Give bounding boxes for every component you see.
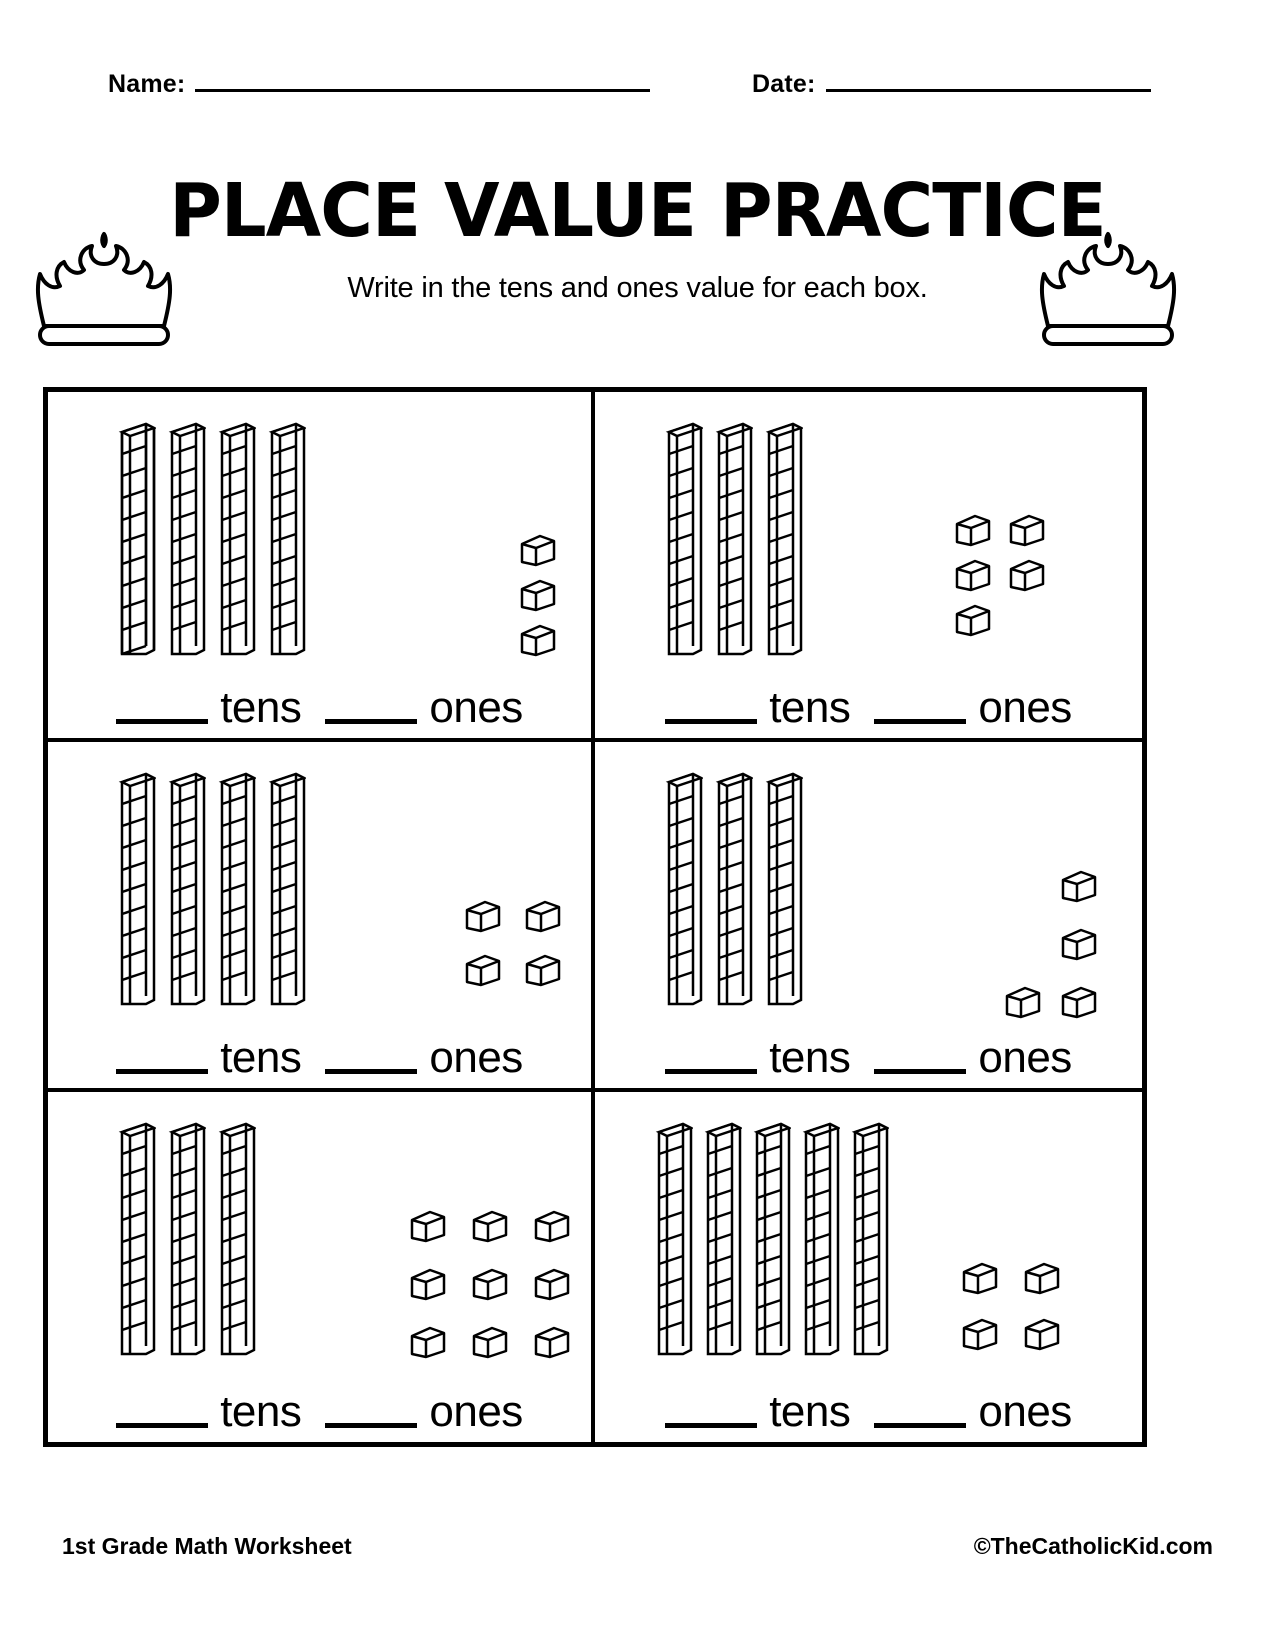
ones-cubes [463,898,563,988]
unit-cube [463,952,503,988]
unit-cube [1059,926,1099,962]
page-title: PLACE VALUE PRACTICE [169,168,1106,254]
ones-label: ones [978,683,1072,732]
tens-label: tens [220,683,302,732]
ten-rod [653,1118,693,1358]
tens-blank[interactable] [665,1420,757,1428]
date-label: Date: [752,70,816,98]
unit-cube [1003,984,1043,1020]
unit-cube [408,1266,448,1302]
footer-site-credit: ©TheCatholicKid.com [973,1533,1213,1559]
tens-rods [116,1118,256,1358]
unit-cube [523,952,563,988]
ones-blank[interactable] [325,716,417,724]
tens-answer[interactable] [116,1387,302,1436]
unit-cube [532,1266,572,1302]
date-write-line[interactable] [826,88,1151,92]
ten-rod [751,1118,791,1358]
problem-cell [48,392,595,742]
tens-answer[interactable] [665,1033,851,1082]
unit-cube [463,898,503,934]
tens-rods [653,1118,889,1358]
unit-cube [953,557,993,593]
problem-cell [595,742,1142,1092]
ones-blank[interactable] [325,1420,417,1428]
unit-cube [518,532,558,568]
ones-label: ones [429,683,523,732]
tens-answer[interactable] [116,1033,302,1082]
tens-rods [116,768,306,1008]
ten-rod [166,1118,206,1358]
unit-cube [960,1316,1000,1352]
base-ten-blocks [595,750,1142,1010]
ten-rod [663,418,703,658]
tens-blank[interactable] [116,1420,208,1428]
unit-cube [470,1266,510,1302]
ones-label: ones [978,1033,1072,1082]
base-ten-blocks [48,400,591,660]
tens-blank[interactable] [116,716,208,724]
unit-cube [1059,984,1099,1020]
ten-rod [116,1118,156,1358]
unit-cube [518,577,558,613]
tens-label: tens [220,1387,302,1436]
ten-rod [116,768,156,1008]
ten-rod [266,768,306,1008]
ones-label: ones [429,1387,523,1436]
name-field[interactable] [108,70,650,99]
base-ten-blocks [48,1100,591,1364]
ones-answer[interactable] [874,683,1072,732]
unit-cube [953,512,993,548]
name-write-line[interactable] [195,88,650,92]
ones-answer[interactable] [874,1387,1072,1436]
tens-blank[interactable] [116,1066,208,1074]
unit-cube [470,1324,510,1360]
base-ten-blocks [595,400,1142,660]
date-field[interactable] [752,70,1151,99]
ten-rod [116,418,156,658]
unit-cube [1022,1260,1062,1296]
ones-blank[interactable] [874,1066,966,1074]
unit-cube [532,1324,572,1360]
answer-row [48,1387,591,1436]
ten-rod [849,1118,889,1358]
unit-cube [1007,557,1047,593]
unit-cube [470,1208,510,1244]
problem-cell [595,392,1142,742]
tens-blank[interactable] [665,1066,757,1074]
unit-cube [1059,868,1099,904]
ones-label: ones [429,1033,523,1082]
ten-rod [713,768,753,1008]
ones-blank[interactable] [874,1420,966,1428]
unit-cube [960,1260,1000,1296]
problem-cell [48,742,595,1092]
tens-answer[interactable] [665,683,851,732]
ones-cubes [960,1260,1062,1352]
problem-cell [48,1092,595,1442]
answer-row [48,1033,591,1082]
unit-cube [408,1208,448,1244]
tens-label: tens [769,683,851,732]
header-fields [0,70,1275,110]
tens-rods [663,418,803,658]
unit-cube [408,1324,448,1360]
unit-cube [1007,512,1047,548]
ones-answer[interactable] [325,683,523,732]
answer-row [595,1033,1142,1082]
ones-blank[interactable] [325,1066,417,1074]
base-ten-blocks [595,1100,1142,1364]
problem-grid [43,387,1147,1447]
tens-label: tens [769,1033,851,1082]
unit-cube [518,622,558,658]
unit-cube [523,898,563,934]
tens-label: tens [220,1033,302,1082]
ones-label: ones [978,1387,1072,1436]
ten-rod [763,418,803,658]
answer-row [595,683,1142,732]
tens-rods [116,418,306,658]
ten-rod [663,768,703,1008]
ten-rod [166,768,206,1008]
ten-rod [266,418,306,658]
answer-row [48,683,591,732]
footer-worksheet-label: 1st Grade Math Worksheet [62,1533,352,1559]
answer-row [595,1387,1142,1436]
ones-cubes [408,1208,572,1360]
ten-rod [800,1118,840,1358]
tens-answer[interactable] [116,683,302,732]
ten-rod [216,418,256,658]
ten-rod [763,768,803,1008]
unit-cube [953,602,993,638]
problem-cell [595,1092,1142,1442]
tens-rods [663,768,803,1008]
ten-rod [216,768,256,1008]
page-subtitle: Write in the tens and ones value for each box. [347,272,928,304]
ones-answer[interactable] [325,1387,523,1436]
crown-icon [26,230,186,360]
ten-rod [702,1118,742,1358]
tens-blank[interactable] [665,716,757,724]
name-label: Name: [108,70,186,98]
unit-cube [532,1208,572,1244]
ones-blank[interactable] [874,716,966,724]
base-ten-blocks [48,750,591,1010]
ones-cubes [1003,868,1099,1020]
ones-cubes [518,532,558,658]
ten-rod [216,1118,256,1358]
ten-rod [713,418,753,658]
crown-icon [1030,230,1190,360]
ones-answer[interactable] [874,1033,1072,1082]
ones-answer[interactable] [325,1033,523,1082]
tens-label: tens [769,1387,851,1436]
tens-answer[interactable] [665,1387,851,1436]
ones-cubes [953,512,1047,638]
ten-rod [166,418,206,658]
unit-cube [1022,1316,1062,1352]
